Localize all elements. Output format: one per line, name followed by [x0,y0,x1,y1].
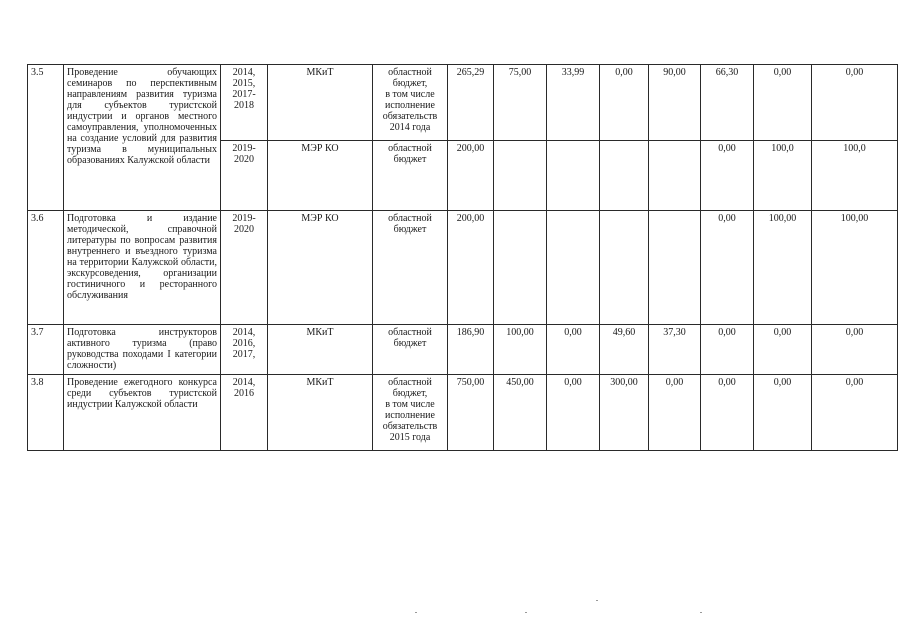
value-2015: 33,99 [547,65,600,141]
value-2015 [547,141,600,211]
value-2017: 37,30 [649,325,701,375]
value-2018: 66,30 [701,65,754,141]
scan-speck [596,600,598,601]
row-number: 3.8 [28,375,64,451]
value-2018: 0,00 [701,141,754,211]
value-2014: 450,00 [494,375,547,451]
value-2019: 0,00 [754,325,812,375]
value-2016: 49,60 [600,325,649,375]
executor-cell: МКиТ [268,375,373,451]
table-row [28,375,898,451]
value-2016 [600,141,649,211]
years-cell: 2014, 2016, 2017, [221,325,268,375]
executor-cell: МКиТ [268,325,373,375]
value-2020: 0,00 [812,65,898,141]
value-2016: 300,00 [600,375,649,451]
value-2015: 0,00 [547,325,600,375]
value-total: 265,29 [448,65,494,141]
budget-table [27,64,898,451]
source-cell: областной бюджет [373,211,448,325]
value-2017: 90,00 [649,65,701,141]
value-2017 [649,141,701,211]
value-2019: 100,0 [754,141,812,211]
value-2018: 0,00 [701,325,754,375]
row-number: 3.5 [28,65,64,211]
table-row [28,211,898,325]
value-2020: 0,00 [812,375,898,451]
value-2020: 0,00 [812,325,898,375]
source-cell: областной бюджет [373,141,448,211]
value-2019: 0,00 [754,375,812,451]
table-row [28,65,898,141]
value-2014: 75,00 [494,65,547,141]
value-total: 200,00 [448,211,494,325]
years-cell: 2019- 2020 [221,211,268,325]
value-2015: 0,00 [547,375,600,451]
source-cell: областной бюджет, в том числе исполнение обязательств 2015 года [373,375,448,451]
row-number: 3.7 [28,325,64,375]
years-cell: 2019- 2020 [221,141,268,211]
source-cell: областной бюджет [373,325,448,375]
years-cell: 2014, 2015, 2017- 2018 [221,65,268,141]
value-2018: 0,00 [701,211,754,325]
value-2018: 0,00 [701,375,754,451]
years-cell: 2014, 2016 [221,375,268,451]
value-2019: 0,00 [754,65,812,141]
value-2017 [649,211,701,325]
value-2014 [494,141,547,211]
value-2016 [600,211,649,325]
row-number: 3.6 [28,211,64,325]
value-2020: 100,00 [812,211,898,325]
measure-description: Подготовка и издание методической, справочной литературы по вопросам развития внутреннего и въездного туризма на территории Калужской области, экскурсоведения, организации гостиничного и ресторанного обслуживания [64,211,221,325]
scan-speck [700,612,702,613]
executor-cell: МЭР КО [268,211,373,325]
value-2017: 0,00 [649,375,701,451]
source-cell: областной бюджет, в том числе исполнение обязательств 2014 года [373,65,448,141]
value-2019: 100,00 [754,211,812,325]
scan-speck [525,612,527,613]
measure-description: Проведение обучающих семинаров по перспективным направлениям развития туризма для субъектов туристской индустрии и органов местного самоуправления, уполномоченных на создание условий для развития туризма в муниципальных образованиях Калужской области [64,65,221,211]
scan-speck [415,612,417,613]
value-total: 750,00 [448,375,494,451]
value-2020: 100,0 [812,141,898,211]
measure-description: Проведение ежегодного конкурса среди субъектов туристской индустрии Калужской области [64,375,221,451]
value-2016: 0,00 [600,65,649,141]
value-2014 [494,211,547,325]
value-2014: 100,00 [494,325,547,375]
executor-cell: МКиТ [268,65,373,141]
value-2015 [547,211,600,325]
value-total: 186,90 [448,325,494,375]
executor-cell: МЭР КО [268,141,373,211]
value-total: 200,00 [448,141,494,211]
table-row [28,325,898,375]
measure-description: Подготовка инструкторов активного туризма (право руководства походами I категории сложности) [64,325,221,375]
